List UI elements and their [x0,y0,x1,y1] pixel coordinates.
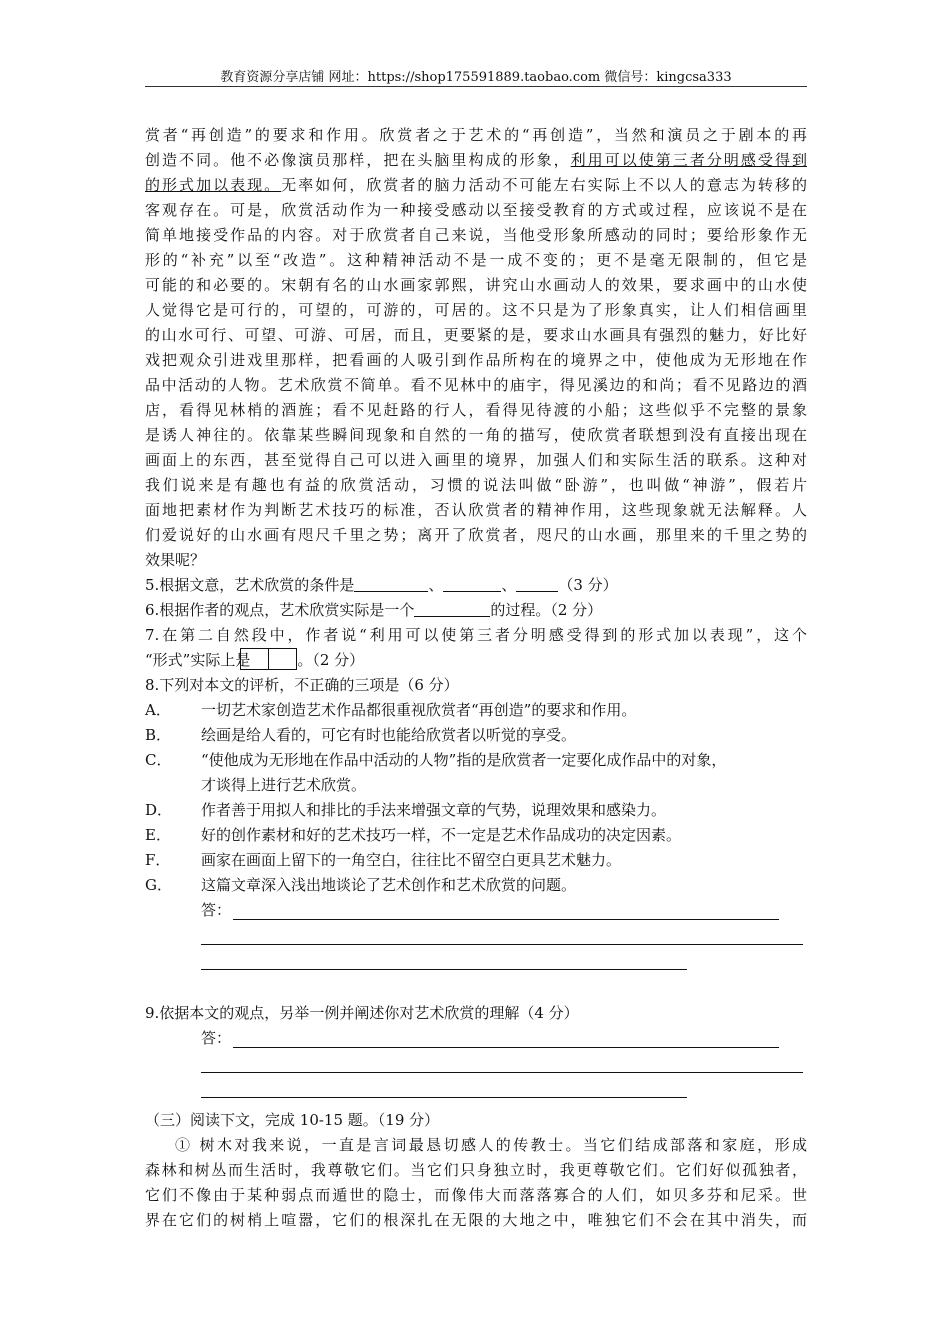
document-body [145,123,807,1233]
answer-box[interactable] [240,648,269,670]
option-e[interactable]: E． 好的创作素材和好的艺术技巧一样，不一定是艺术作品成功的决定因素。 [145,826,682,844]
question-9: 9.依据本文的观点，另举一例并阐述你对艺术欣赏的理解（4 分） [145,1004,579,1022]
fill-blank[interactable] [414,600,490,617]
passage-line: 效果呢？ [145,551,206,569]
question-5: 5.根据文意，艺术欣赏的条件是 、 、 （3 分） [145,576,618,594]
answer-label: 答： [201,1029,232,1047]
passage-line: 简单地接受作品的内容。对于欣赏者自己来说，当他受形象所感动的同时；要给形象作无 [145,226,807,244]
section-3-title: （三）阅读下文，完成 10-15 题。（19 分） [145,1111,440,1129]
section-3-line: 森林和树丛而生活时，我尊敬它们。当它们只身独立时，我更尊敬它们。它们好似孤独者， [145,1161,807,1179]
question-8: 8.下列对本文的评析，不正确的三项是（6 分） [145,676,459,694]
passage-line: 创造不同。他不必像演员那样，把在头脑里构成的形象，利用可以使第三者分明感受得到 [145,151,807,169]
answer-box[interactable] [269,648,297,670]
passage-line: 可能的和必要的。宋朝有名的山水画家郭熙，讲究山水画动人的效果，要求画中的山水使 [145,276,807,294]
passage-line: 赏者“再创造”的要求和作用。欣赏者之于艺术的“再创造”，当然和演员之于剧本的再 [145,126,807,144]
section-3-line: 界在它们的树梢上喧嚣，它们的根深扎在无限的大地之中，唯独它们不会在其中消失，而 [145,1211,807,1229]
question-7: 7.在第二自然段中，作者说“利用可以使第三者分明感受得到的形式加以表现”，这个 [145,626,807,644]
section-3-line: ① 树木对我来说，一直是言词最恳切感人的传教士。当它们结成部落和家庭，形成 [175,1136,807,1154]
passage-line: 画面上的东西，甚至觉得自己可以进入画里的境界，加强人们和实际生活的联系。这种对 [145,451,807,469]
question-7-cont: “形式”实际上是 。（2 分） [145,648,807,673]
option-f[interactable]: F． 画家在画面上留下的一角空白，往往比不留空白更具艺术魅力。 [145,851,622,869]
option-a[interactable]: A． 一切艺术家创造艺术作品都很重视欣赏者“再创造”的要求和作用。 [145,701,637,719]
option-d[interactable]: D． 作者善于用拟人和排比的手法来增强文章的气势，说理效果和感染力。 [145,801,667,819]
question-6: 6.根据作者的观点，艺术欣赏实际是一个 的过程。（2 分） [145,601,603,619]
page-header: 教育资源分享店铺 网址：https://shop175591889.taobao.com 微信号：kingcsa333 [220,70,732,85]
underlined-text: 利用可以使第三者分明感受得到 [570,151,807,169]
passage-line: 的山水可行、可望、可游、可居，而且，更要紧的是，要求山水画具有强烈的魅力，好比好 [145,326,807,344]
passage-line: 的形式加以表现。无率如何，欣赏者的脑力活动不可能左右实际上不以人的意志为转移的 [145,176,807,194]
passage-line: 我们说来是有趣也有益的欣赏活动，习惯的说法叫做“卧游”，也叫做“神游”，假若片 [145,476,807,494]
header-rule [145,86,807,87]
underlined-text: 的形式加以表现。 [145,176,282,194]
option-b[interactable]: B． 绘画是给人看的，可它有时也能给欣赏者以听觉的享受。 [145,726,577,744]
fill-blank[interactable] [516,575,558,592]
passage-line: 们爱说好的山水画有咫尺千里之势；离开了欣赏者，咫尺的山水画，那里来的千里之势的 [145,526,807,544]
passage-line: 品中活动的人物。艺术欣赏不简单。看不见林中的庙宇，得见溪边的和尚；看不见路边的酒 [145,376,807,394]
passage-line: 人觉得它是可行的，可望的，可游的，可居的。这不只是为了形象真实，让人们相信画里 [145,301,807,319]
fill-blank[interactable] [443,575,501,592]
fill-blank[interactable] [354,575,428,592]
option-c[interactable]: C． “使他成为无形地在作品中活动的人物”指的是欣赏者一定要化成作品中的对象， [145,751,727,769]
passage-line: 店，看得见林梢的酒旌；看不见赶路的行人，看得见待渡的小船；这些似乎不完整的景象 [145,401,807,419]
passage-line: 戏把观众引进戏里那样，把看画的人吸引到作品所构在的境界之中，使他成为无形地在作 [145,351,807,369]
answer-area-8[interactable] [145,898,807,973]
passage-line: 是诱人神往的。依靠某些瞬间现象和自然的一角的描写，使欣赏者联想到没有直接出现在 [145,426,807,444]
passage-line: 客观存在。可是，欣赏活动作为一种接受感动以至接受教育的方式或过程，应该说不是在 [145,201,807,219]
section-3-line: 它们不像由于某种弱点而遁世的隐士，而像伟大而落落寡合的人们，如贝多芬和尼采。世 [145,1186,807,1204]
passage-line: 面地把素材作为判断艺术技巧的标准，否认欣赏者的精神作用，这些现象就无法解释。人 [145,501,807,519]
answer-label: 答： [201,901,232,919]
answer-area-9[interactable] [145,1026,807,1101]
passage-line: 形的“补充”以至“改造”。这种精神活动不是一成不变的；更不是毫无限制的，但它是 [145,251,807,269]
option-g[interactable]: G． 这篇文章深入浅出地谈论了艺术创作和艺术欣赏的问题。 [145,876,577,894]
option-c-cont: 才谈得上进行艺术欣赏。 [201,776,367,794]
